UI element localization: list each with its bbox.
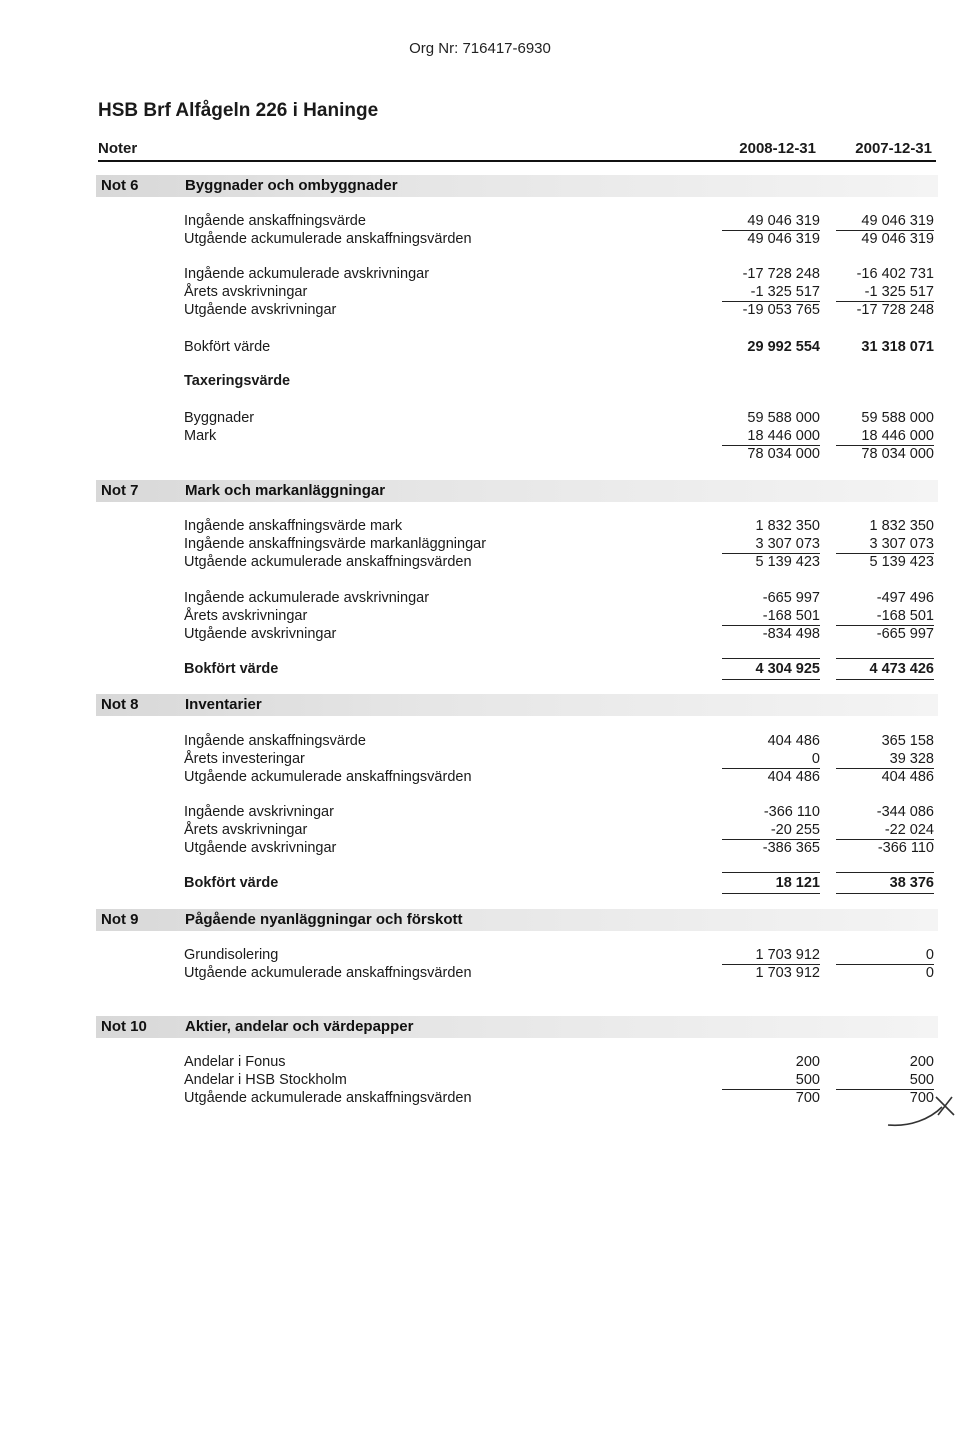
note-number: Not 6 bbox=[101, 177, 139, 194]
value-2007: 49 046 319 bbox=[861, 231, 934, 247]
table-row bbox=[0, 1089, 960, 1107]
value-2008: 5 139 423 bbox=[755, 554, 820, 570]
total-rule bbox=[722, 658, 820, 659]
row-label: Ingående anskaffningsvärde markanläggningar bbox=[184, 536, 487, 552]
value-2007: -16 402 731 bbox=[856, 266, 934, 282]
table-row bbox=[0, 230, 960, 248]
row-label: Utgående ackumulerade anskaffningsvärden bbox=[184, 554, 472, 570]
notes-header bbox=[98, 138, 936, 162]
table-row bbox=[0, 803, 960, 821]
row-label: Ingående anskaffningsvärde mark bbox=[184, 518, 403, 534]
table-row bbox=[0, 732, 960, 750]
note-8-header bbox=[96, 694, 938, 716]
table-row bbox=[0, 535, 960, 553]
value-2008: 404 486 bbox=[767, 769, 820, 785]
note-6-header bbox=[96, 175, 938, 197]
value-2007: 78 034 000 bbox=[861, 446, 934, 462]
table-row bbox=[0, 1071, 960, 1089]
value-2008: 1 832 350 bbox=[755, 518, 820, 534]
value-2007: -168 501 bbox=[876, 608, 934, 624]
column-header-2007: 2007-12-31 bbox=[855, 140, 932, 157]
row-label: Ingående anskaffningsvärde bbox=[184, 733, 366, 749]
table-row bbox=[0, 625, 960, 643]
table-row bbox=[0, 750, 960, 768]
value-2008: 4 304 925 bbox=[755, 661, 820, 677]
notes-label: Noter bbox=[98, 140, 138, 157]
table-row bbox=[0, 409, 960, 427]
note-title: Mark och markanläggningar bbox=[185, 482, 386, 499]
value-2008: -168 501 bbox=[762, 608, 820, 624]
table-row bbox=[0, 874, 960, 892]
note-title: Inventarier bbox=[185, 696, 262, 713]
value-2007: 49 046 319 bbox=[861, 213, 934, 229]
value-2007: 31 318 071 bbox=[861, 339, 934, 355]
value-2007: 59 588 000 bbox=[861, 410, 934, 426]
table-row bbox=[0, 1053, 960, 1071]
row-label: Ingående avskrivningar bbox=[184, 804, 334, 820]
row-label: Ingående anskaffningsvärde bbox=[184, 213, 366, 229]
value-2007: -665 997 bbox=[876, 626, 934, 642]
note-title: Aktier, andelar och värdepapper bbox=[185, 1018, 414, 1035]
value-2008: -19 053 765 bbox=[742, 302, 820, 318]
note-7-header bbox=[96, 480, 938, 502]
value-2008: -386 365 bbox=[762, 840, 820, 856]
value-2008: 78 034 000 bbox=[747, 446, 820, 462]
value-2008: -366 110 bbox=[763, 804, 820, 820]
value-2007: -1 325 517 bbox=[864, 284, 934, 300]
note-title: Pågående nyanläggningar och förskott bbox=[185, 911, 463, 928]
value-2008: -1 325 517 bbox=[750, 284, 820, 300]
value-2007: 18 446 000 bbox=[861, 428, 934, 444]
table-row bbox=[0, 427, 960, 445]
value-2007: 0 bbox=[925, 965, 934, 981]
value-2007: 365 158 bbox=[881, 733, 934, 749]
value-2007: 1 832 350 bbox=[869, 518, 934, 534]
value-2008: 200 bbox=[795, 1054, 820, 1070]
value-2007: -366 110 bbox=[877, 840, 934, 856]
value-2007: 0 bbox=[925, 947, 934, 963]
table-row bbox=[0, 517, 960, 535]
row-label: Ingående ackumulerade avskrivningar bbox=[184, 590, 430, 606]
value-2008: -17 728 248 bbox=[742, 266, 820, 282]
value-2007: 38 376 bbox=[889, 875, 934, 891]
table-row bbox=[0, 338, 960, 356]
total-rule bbox=[836, 679, 934, 680]
total-rule bbox=[836, 658, 934, 659]
total-rule bbox=[722, 679, 820, 680]
value-2008: 59 588 000 bbox=[747, 410, 820, 426]
value-2007: 700 bbox=[909, 1090, 934, 1106]
row-label: Utgående ackumulerade anskaffningsvärden bbox=[184, 965, 472, 981]
value-2008: 18 446 000 bbox=[747, 428, 820, 444]
value-2007: 404 486 bbox=[881, 769, 934, 785]
table-row bbox=[0, 589, 960, 607]
note-9-header bbox=[96, 909, 938, 931]
value-2007: -17 728 248 bbox=[856, 302, 934, 318]
document-title: HSB Brf Alfågeln 226 i Haninge bbox=[98, 100, 379, 121]
value-2008: -665 997 bbox=[762, 590, 820, 606]
value-2007: -497 496 bbox=[876, 590, 934, 606]
value-2008: 700 bbox=[795, 1090, 820, 1106]
value-2008: 500 bbox=[795, 1072, 820, 1088]
row-label: Ingående ackumulerade avskrivningar bbox=[184, 266, 430, 282]
table-row bbox=[0, 283, 960, 301]
table-row bbox=[0, 964, 960, 982]
row-label: Andelar i HSB Stockholm bbox=[184, 1072, 347, 1088]
column-header-2008: 2008-12-31 bbox=[739, 140, 816, 157]
table-row bbox=[0, 821, 960, 839]
value-2007: 200 bbox=[909, 1054, 934, 1070]
value-2007: 39 328 bbox=[889, 751, 934, 767]
total-rule bbox=[836, 872, 934, 873]
row-label: Utgående avskrivningar bbox=[184, 626, 337, 642]
value-2007: -22 024 bbox=[884, 822, 934, 838]
row-label: Grundisolering bbox=[184, 947, 279, 963]
handwritten-check-mark bbox=[880, 1085, 960, 1135]
row-label: Bokfört värde bbox=[184, 339, 271, 355]
row-label: Andelar i Fonus bbox=[184, 1054, 286, 1070]
value-2008: 49 046 319 bbox=[747, 231, 820, 247]
value-2007: 4 473 426 bbox=[869, 661, 934, 677]
row-label: Mark bbox=[184, 428, 217, 444]
row-label: Utgående avskrivningar bbox=[184, 840, 337, 856]
table-row bbox=[0, 839, 960, 857]
note-number: Not 7 bbox=[101, 482, 139, 499]
value-2008: -834 498 bbox=[762, 626, 820, 642]
note-number: Not 8 bbox=[101, 696, 139, 713]
table-row bbox=[0, 946, 960, 964]
row-label: Utgående ackumulerade anskaffningsvärden bbox=[184, 769, 472, 785]
row-label: Utgående ackumulerade anskaffningsvärden bbox=[184, 1090, 472, 1106]
row-label: Bokfört värde bbox=[184, 661, 279, 677]
total-rule bbox=[722, 893, 820, 894]
table-row bbox=[0, 212, 960, 230]
value-2008: 1 703 912 bbox=[755, 965, 820, 981]
table-row bbox=[0, 768, 960, 786]
value-2008: 3 307 073 bbox=[755, 536, 820, 552]
row-label: Utgående ackumulerade anskaffningsvärden bbox=[184, 231, 472, 247]
note-10-header bbox=[96, 1016, 938, 1038]
value-2008: -20 255 bbox=[770, 822, 820, 838]
row-label: Utgående avskrivningar bbox=[184, 302, 337, 318]
org-number: Org Nr: 716417-6930 bbox=[409, 40, 551, 57]
total-rule bbox=[836, 893, 934, 894]
table-row bbox=[0, 553, 960, 571]
value-2007: 3 307 073 bbox=[869, 536, 934, 552]
value-2008: 29 992 554 bbox=[747, 339, 820, 355]
row-label: Byggnader bbox=[184, 410, 255, 426]
table-row bbox=[0, 607, 960, 625]
table-row bbox=[0, 445, 960, 463]
value-2007: -344 086 bbox=[876, 804, 934, 820]
row-label: Bokfört värde bbox=[184, 875, 279, 891]
note-number: Not 10 bbox=[101, 1018, 147, 1035]
table-row bbox=[0, 265, 960, 283]
table-row bbox=[0, 660, 960, 678]
taxation-heading: Taxeringsvärde bbox=[184, 373, 291, 389]
row-label: Årets avskrivningar bbox=[184, 608, 308, 624]
value-2008: 0 bbox=[811, 751, 820, 767]
total-rule bbox=[722, 872, 820, 873]
value-2008: 1 703 912 bbox=[755, 947, 820, 963]
row-label: Årets avskrivningar bbox=[184, 822, 308, 838]
value-2007: 500 bbox=[909, 1072, 934, 1088]
value-2008: 18 121 bbox=[775, 875, 820, 891]
row-label: Årets avskrivningar bbox=[184, 284, 308, 300]
value-2008: 404 486 bbox=[767, 733, 820, 749]
table-row bbox=[0, 301, 960, 319]
row-label: Årets investeringar bbox=[184, 751, 305, 767]
note-number: Not 9 bbox=[101, 911, 139, 928]
value-2008: 49 046 319 bbox=[747, 213, 820, 229]
note-title: Byggnader och ombyggnader bbox=[185, 177, 398, 194]
value-2007: 5 139 423 bbox=[869, 554, 934, 570]
